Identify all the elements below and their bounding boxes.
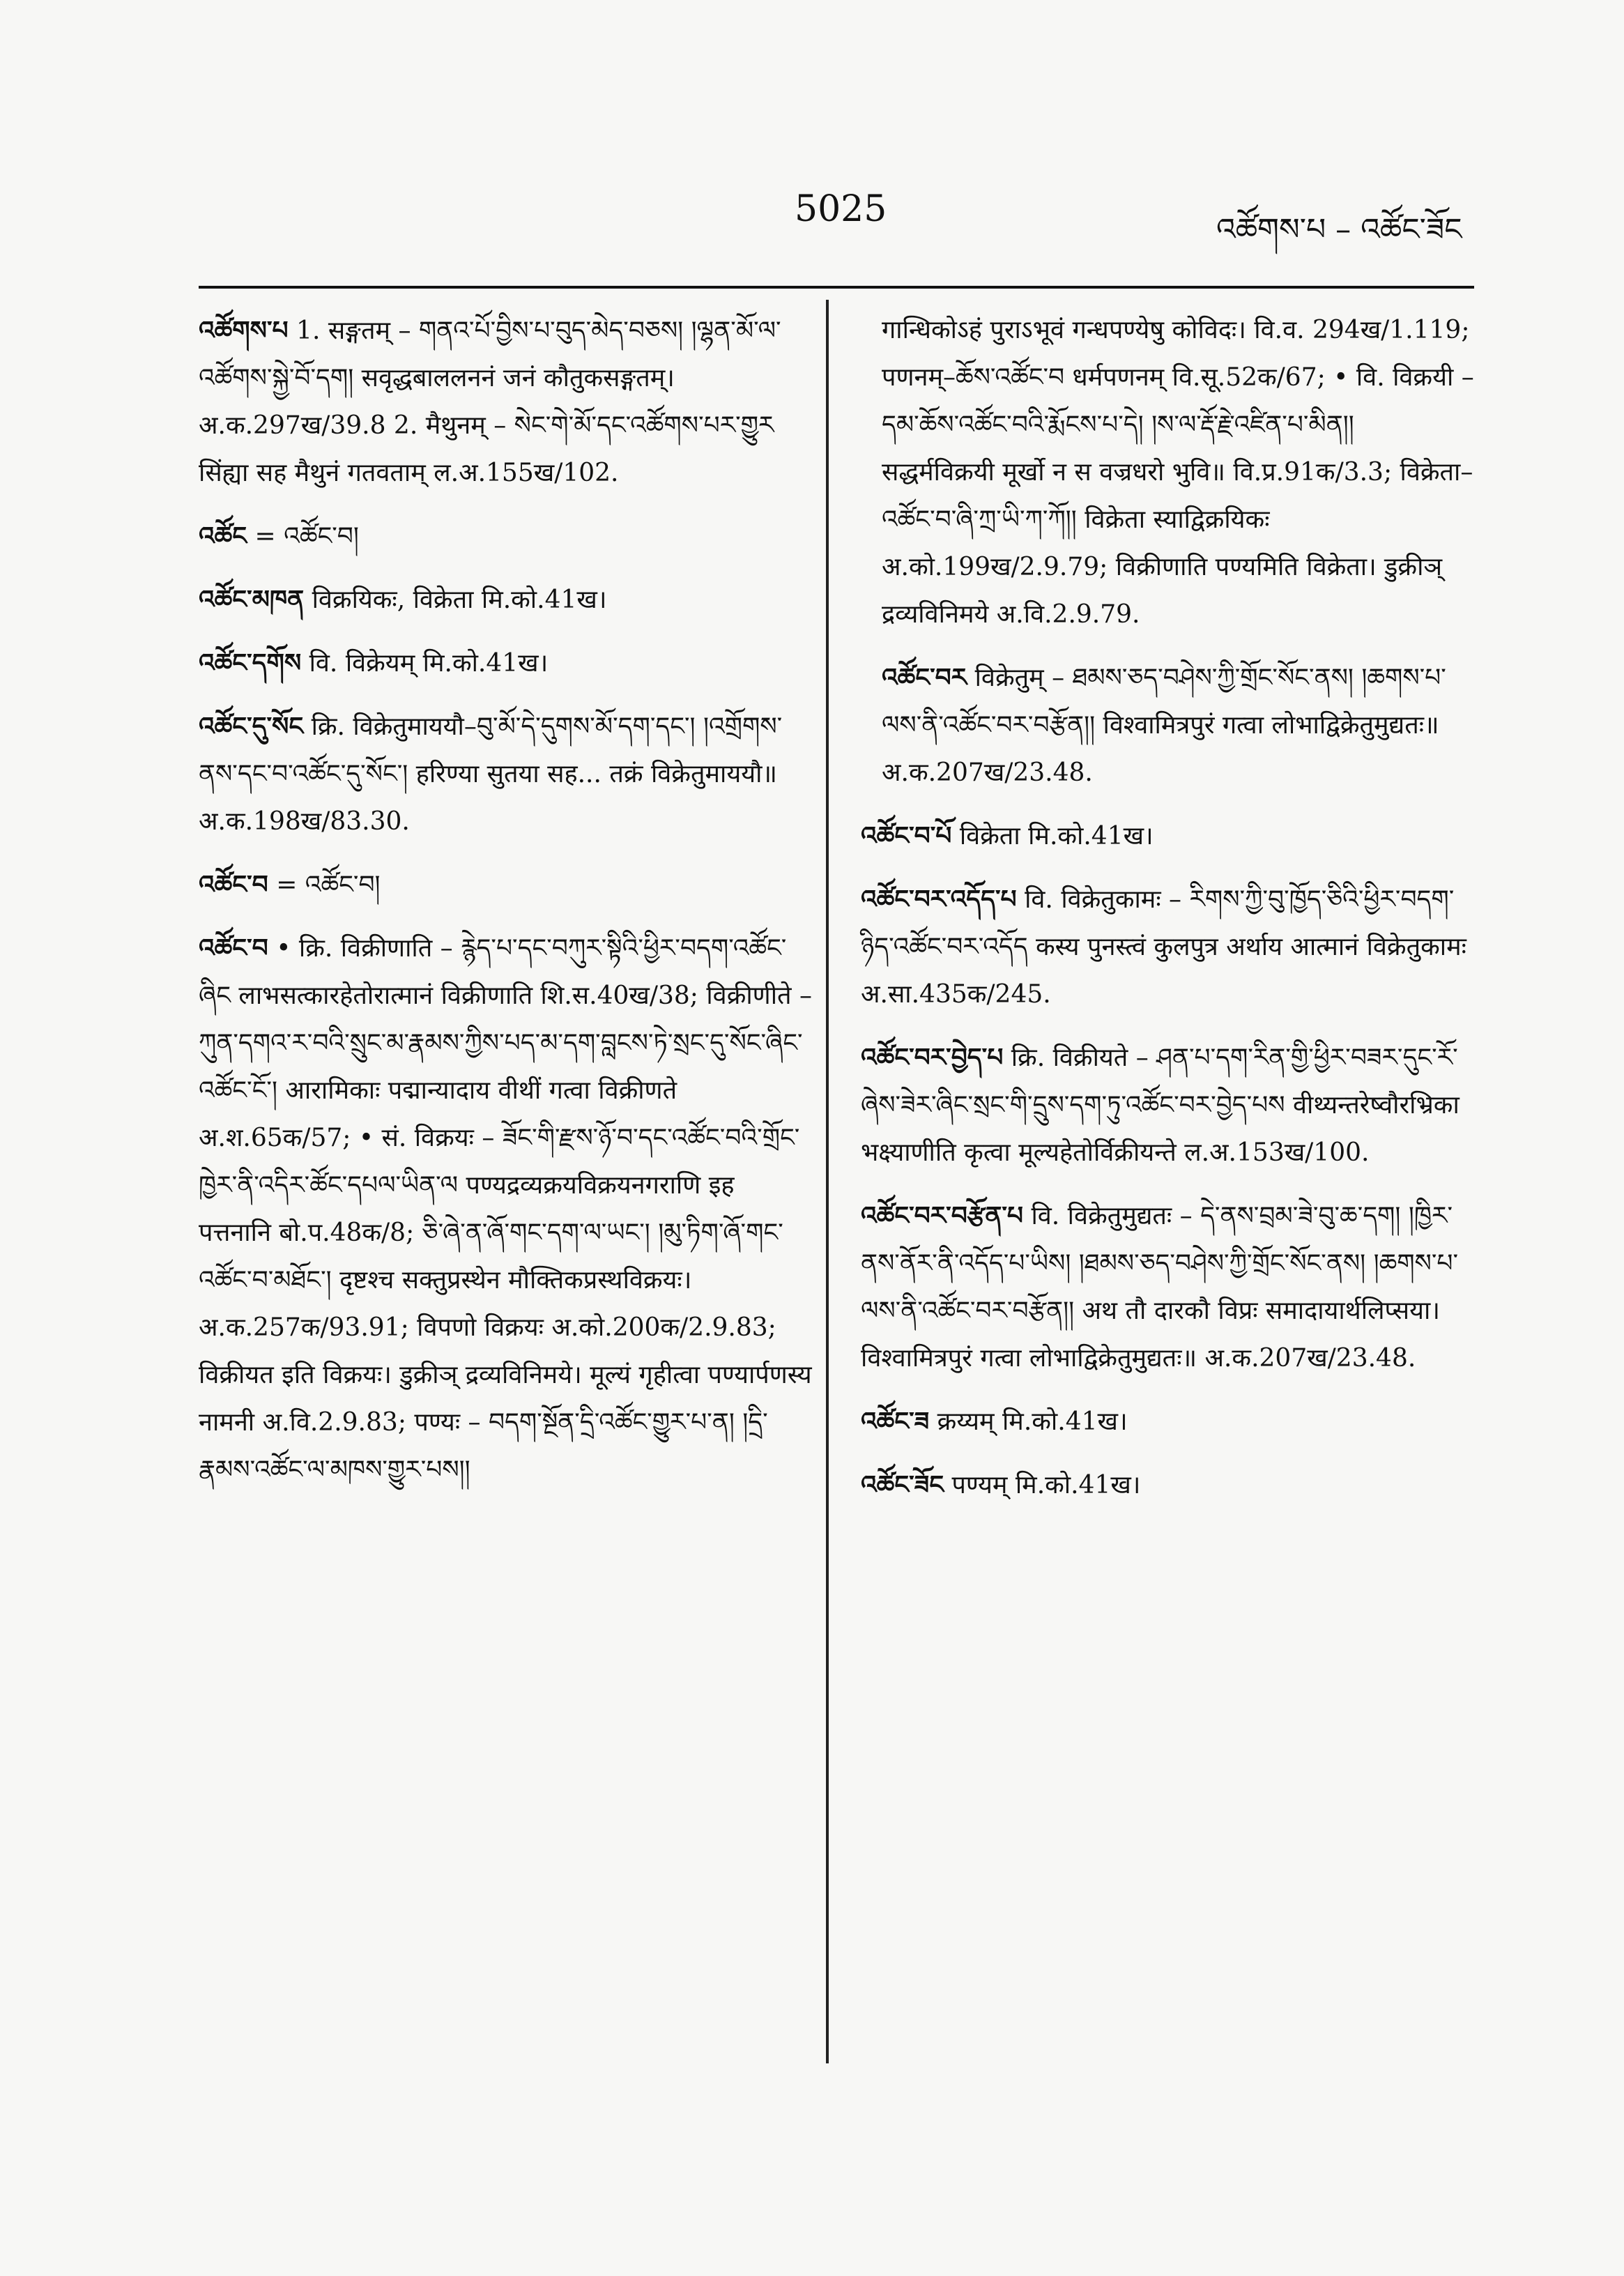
entry-headword: འཚོང་ཟོང: [861, 1470, 944, 1499]
entry-headword: འཚོགས་པ: [199, 316, 289, 345]
dictionary-entry: [861, 1398, 1474, 1446]
entry-text: क्रि. विक्रीयते – ཤན་པ་དག་རིན་གྱི་ཕྱིར་བཟར་དུང་རོ་ཞེས་ཟེར་ཞིང་སྲང་གི་དྲུས་དག་ཏུ་འཚོང་བར་བྱེད་པས वीथ्यन्तरेष्वौरभ्रिका भक्ष्याणीति कृत्वा मूल्यहेतोर्विक्रीयन्ते ल.अ.153ख/100.: [861, 1044, 1460, 1167]
entry-text: गान्धिकोऽहं पुराऽभूवं गन्धपण्येषु कोविदः। वि.व. 294ख/1.119; पणनम्–ཆོས་འཚོང་བ धर्मपणनम् वि.सू.52क/67; • वि. विक्रयी – དམ་ཆོས་འཚོང་བའི་རྨོངས་པ་དེ། །ས་ལ་རྡོ་རྗེ་འཛིན་པ་མིན།། सद्धर्मविक्रयी मूर्खो न स वज्रधरो भुवि॥ वि.प्र.91क/3.3; विक्रेता– འཚོང་བ་ཞི་ཀྲ་ཡི་ཀ་ཀོ།། विक्रेता स्याद्विक्रयिकः अ.को.199ख/2.9.79; विक्रीणाति पण्यमिति विक्रेता। डुक्रीञ् द्रव्यविनिमये अ.वि.2.9.79.: [882, 316, 1474, 629]
left-column: [199, 307, 812, 1509]
entry-text: क्रय्यम् मि.को.41ख।: [937, 1407, 1128, 1436]
entry-text: क्रि. विक्रेतुमाययौ–བུ་མོ་དེ་དུགས་མོ་དག་དང་། །འགྲོགས་ནས་དང་བ་འཚོང་དུ་སོང་། हरिण्या सुतया सह... तक्रं विक्रेतुमाययौ॥ अ.क.198ख/83.30.: [199, 712, 783, 836]
entry-headword: འཚོང་དགོས: [199, 648, 302, 678]
right-column: [861, 307, 1474, 1525]
dictionary-entry: [861, 1034, 1474, 1177]
entry-text: • क्रि. विक्रीणाति – རྙེད་པ་དང་བཀུར་སྟིའི་ཕྱིར་བདག་འཚོང་ཞིང लाभसत्कारहेतोरात्मानं विक्रीणाति शि.स.40ख/38; विक्रीणीते – ཀུན་དགའ་ར་བའི་སྲུང་མ་རྣམས་ཀྱིས་པད་མ་དག་བླངས་ཏེ་སྲང་དུ་སོང་ཞིང་འཚོང་ངོ་། आरामिकाः पद्मान्यादाय वीथीं गत्वा विक्रीणते अ.श.65क/57; • सं. विक्रयः – ཟོང་གི་རྫས་ཉོ་བ་དང་འཚོང་བའི་གྲོང་ཁྱེར་ནི་འདིར་ཚོང་དཔལ་ཡིན་ལ पण्यद्रव्यक्रयविक्रयनगराणि इह पत्तनानि बो.प.48क/8; ཅི་ཞེ་ན་ཞོ་གང་དག་ལ་ཡང་། །མུ་ཏིག་ཞོ་གང་འཚོང་བ་མཐོང་། दृष्टश्च सक्तुप्रस्थेन मौक्तिकप्रस्थविक्रयः। अ.क.257क/93.91; विपणो विक्रयः अ.को.200क/2.9.83; विक्रीयत इति विक्रयः। डुक्रीञ् द्रव्यविनिमये। मूल्यं गृहीत्वा पण्यार्पणस्य नामनी अ.वि.2.9.83; पण्यः – བདག་སྔོན་དྲི་འཚོང་གྱུར་པ་ན། །དྲི་རྣམས་འཚོང་ལ་མཁས་གྱུར་པས།།: [199, 934, 812, 1484]
dictionary-entry: [199, 576, 812, 624]
dictionary-entry: [199, 924, 812, 1494]
entry-text: 1. सङ्गतम् – གནའ་པོ་བྱིས་པ་བུད་མེད་བཅས། །ལྷན་མོ་ལ་འཚོགས་སྐྱེ་བོ་དག། सवृद्धबाललननं जनं कौतुकसङ्गतम्। अ.क.297ख/39.8 2. मैथुनम् – སེང་གེ་མོ་དང་འཚོགས་པར་གྱུར सिंह्या सह मैथुनं गतवताम् ल.अ.155ख/102.: [199, 316, 781, 487]
entry-text: पण्यम् मि.को.41ख।: [951, 1471, 1141, 1499]
entry-headword: འཚོང: [199, 521, 247, 551]
entry-text: = འཚོང་བ།: [254, 522, 359, 551]
entry-text: विक्रयिकः, विक्रेता मि.को.41ख।: [312, 586, 607, 614]
dictionary-entry: [199, 307, 812, 497]
entry-text: वि. विक्रेयम् मि.को.41ख।: [309, 649, 549, 678]
entry-headword: འཚོང་མཁན: [199, 585, 305, 614]
dictionary-entry: [861, 1192, 1474, 1382]
entry-headword: འཚོང་བ་པོ: [861, 821, 952, 850]
dictionary-entry: [199, 639, 812, 687]
entry-text: वि. विक्रेतुमुद्यतः – དེ་ནས་བྲམ་ཟེ་བུ་ཆ་དག། །ཁྱིར་ནས་ནོར་ནི་འདོད་པ་ཡིས། །ཐམས་ཅད་བཤེས་ཀྱི་གྲོང་སོང་ནས། །ཆགས་པ་ལས་ནི་འཚོང་བར་བརྩོན།། अथ तौ दारकौ विप्रः समादायार्थलिप्सया। विश्वामित्रपुरं गत्वा लोभाद्विक्रेतुमुद्यतः॥ अ.क.207ख/23.48.: [861, 1202, 1459, 1373]
dictionary-entry: [199, 512, 812, 560]
entry-text: = འཚོང་བ།: [276, 871, 381, 899]
entry-headword: འཚོང་བར་བརྩོན་པ: [861, 1201, 1023, 1230]
dictionary-entry: [861, 812, 1474, 860]
entry-text: विक्रेता मि.को.41ख।: [959, 822, 1154, 850]
entry-continuation: [861, 307, 1474, 639]
dictionary-entry: [861, 1461, 1474, 1509]
entry-headword: འཚོང་ཟ: [861, 1407, 930, 1436]
entry-text: विक्रेतुम् – ཐམས་ཅད་བཤེས་ཀྱི་གྲོང་སོང་ནས། །ཆགས་པ་ལས་ནི་འཚོང་བར་བརྩོན།། विश्वामित्रपुरं गत्वा लोभाद्विक्रेतुमुद्यतः॥ अ.क.207ख/23.48.: [882, 664, 1446, 787]
entry-headword: འཚོང་བར: [882, 663, 967, 692]
dictionary-entry: [861, 654, 1474, 797]
dictionary-entry: [861, 876, 1474, 1018]
entry-headword: འཚོང་དུ་སོང: [199, 712, 304, 741]
dictionary-entry: [199, 703, 812, 846]
entry-headword: འཚོང་བ: [199, 870, 268, 899]
column-divider: [826, 300, 829, 2063]
header-rule: [199, 286, 1474, 289]
page-number: 5025: [795, 188, 887, 230]
entry-text: वि. विक्रेतुकामः – རིགས་ཀྱི་བུ་ཁྱོད་ཅིའི་ཕྱིར་བདག་ཉིད་འཚོང་བར་འདོད कस्य पुनस्त्वं कुलपुत्र अर्थाय आत्मानं विक्रेतुकामः अ.सा.435क/245.: [861, 885, 1466, 1009]
dictionary-entry: [199, 861, 812, 909]
running-head: འཚོགས་པ – འཚོང་ཟོང: [1216, 212, 1462, 247]
entry-headword: འཚོང་བ: [199, 933, 268, 963]
entry-headword: འཚོང་བར་བྱེད་པ: [861, 1043, 1004, 1072]
entry-headword: འཚོང་བར་འདོད་པ: [861, 885, 1017, 914]
